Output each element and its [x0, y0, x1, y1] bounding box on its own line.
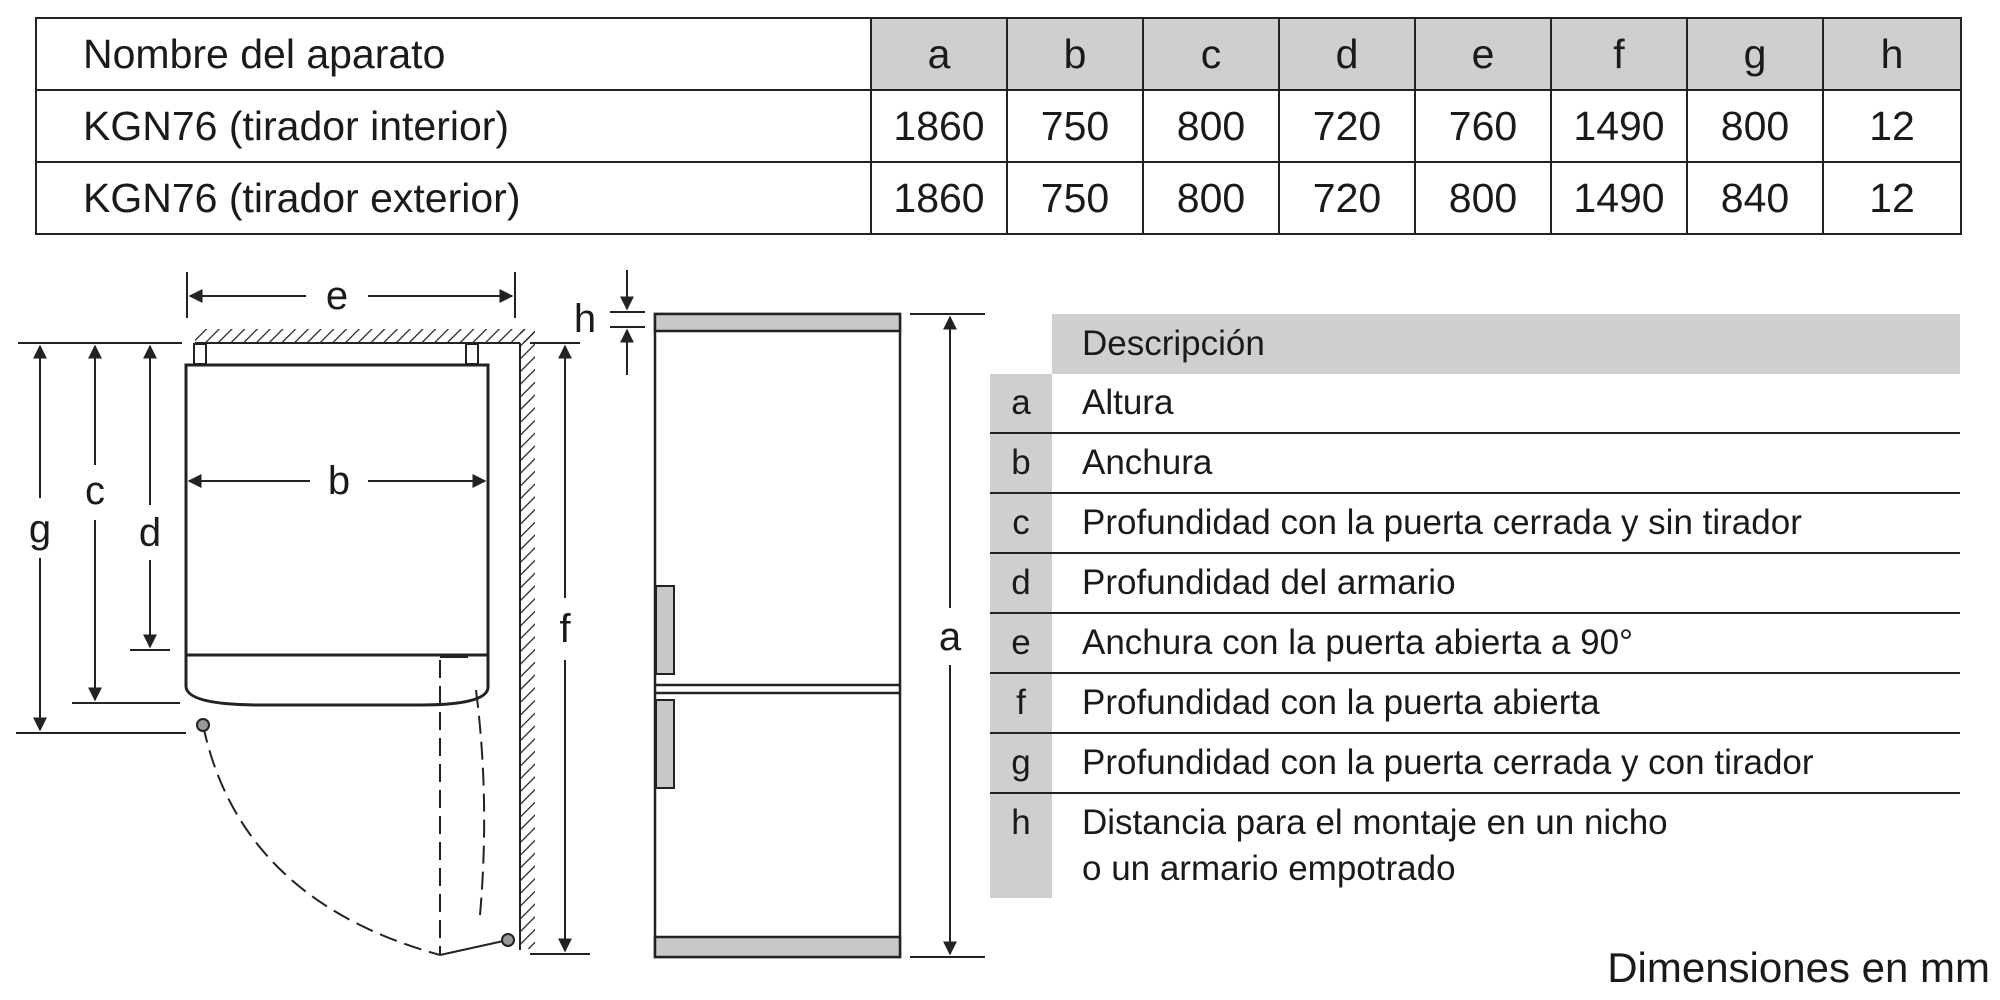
header-cell: e [1415, 18, 1551, 90]
legend-table [990, 314, 1960, 898]
value-cell: 760 [1415, 90, 1551, 162]
dimension-e [187, 272, 515, 318]
legend-row [990, 374, 1960, 434]
header-cell: f [1551, 18, 1687, 90]
header-cell: g [1687, 18, 1823, 90]
legend-row [990, 734, 1960, 794]
value-cell: 1490 [1551, 162, 1687, 234]
table-header-row [36, 18, 1961, 90]
value-cell: 840 [1687, 162, 1823, 234]
legend-description: Profundidad con la puerta abierta [1082, 683, 1600, 722]
legend-description: Profundidad del armario [1082, 563, 1456, 602]
header-cell-name: Nombre del aparato [36, 18, 871, 90]
dimension-label-c: c [85, 469, 105, 513]
fridge-top-view [186, 344, 488, 705]
row-name-cell: KGN76 (tirador interior) [36, 90, 871, 162]
fridge-dimension-drawing [0, 250, 1010, 995]
value-cell: 800 [1143, 162, 1279, 234]
header-cell: c [1143, 18, 1279, 90]
header-cell: d [1279, 18, 1415, 90]
value-cell: 800 [1415, 162, 1551, 234]
dimensions-table [35, 17, 1962, 235]
table-row [36, 90, 1961, 162]
legend-row [990, 554, 1960, 614]
dimension-h [610, 270, 645, 375]
legend-key: b [990, 434, 1052, 492]
door-open-edge [440, 940, 508, 955]
legend-key: g [990, 734, 1052, 792]
dimension-label-g: g [28, 507, 52, 551]
units-note: Dimensiones en mm [1607, 944, 1990, 991]
legend-row [990, 614, 1960, 674]
value-cell: 1490 [1551, 90, 1687, 162]
value-cell: 1860 [871, 162, 1007, 234]
value-cell: 750 [1007, 90, 1143, 162]
legend-row [990, 674, 1960, 734]
reference-lines [16, 343, 590, 954]
dimension-label-d: d [138, 511, 162, 555]
value-cell: 800 [1143, 90, 1279, 162]
value-cell: 12 [1823, 162, 1961, 234]
legend-description: Profundidad con la puerta cerrada y con tirador [1082, 743, 1814, 782]
value-cell: 12 [1823, 90, 1961, 162]
legend-key: f [990, 674, 1052, 732]
legend-description: Anchura con la puerta abierta a 90° [1082, 623, 1634, 662]
value-cell: 720 [1279, 90, 1415, 162]
legend-description: Anchura [1082, 443, 1213, 482]
value-cell: 1860 [871, 90, 1007, 162]
legend-description: Distancia para el montaje en un nicho o un armario empotrado [1082, 803, 1668, 888]
legend-description: Altura [1082, 383, 1174, 422]
dimension-label-f: f [559, 607, 571, 651]
legend-key: e [990, 614, 1052, 672]
value-cell: 750 [1007, 162, 1143, 234]
dimension-label-e: e [325, 274, 349, 318]
legend-key: a [990, 374, 1052, 432]
legend-key: c [990, 494, 1052, 552]
legend-key: h [990, 794, 1052, 898]
dimension-label-a: a [938, 615, 962, 659]
table-row [36, 162, 1961, 234]
legend-row [990, 434, 1960, 494]
value-cell: 800 [1687, 90, 1823, 162]
legend-description: Profundidad con la puerta cerrada y sin tirador [1082, 503, 1802, 542]
legend-row [990, 494, 1960, 554]
header-cell: a [871, 18, 1007, 90]
legend-row [990, 794, 1960, 898]
fridge-front-view [655, 314, 900, 957]
dimension-label-b: b [327, 459, 351, 503]
legend-title: Descripción [1052, 314, 1960, 374]
hinge-icon [502, 934, 514, 946]
header-cell: b [1007, 18, 1143, 90]
header-cell: h [1823, 18, 1961, 90]
value-cell: 720 [1279, 162, 1415, 234]
hinge-icon [197, 719, 209, 731]
legend-key: d [990, 554, 1052, 612]
dimension-label-h: h [573, 297, 597, 341]
row-name-cell: KGN76 (tirador exterior) [36, 162, 871, 234]
